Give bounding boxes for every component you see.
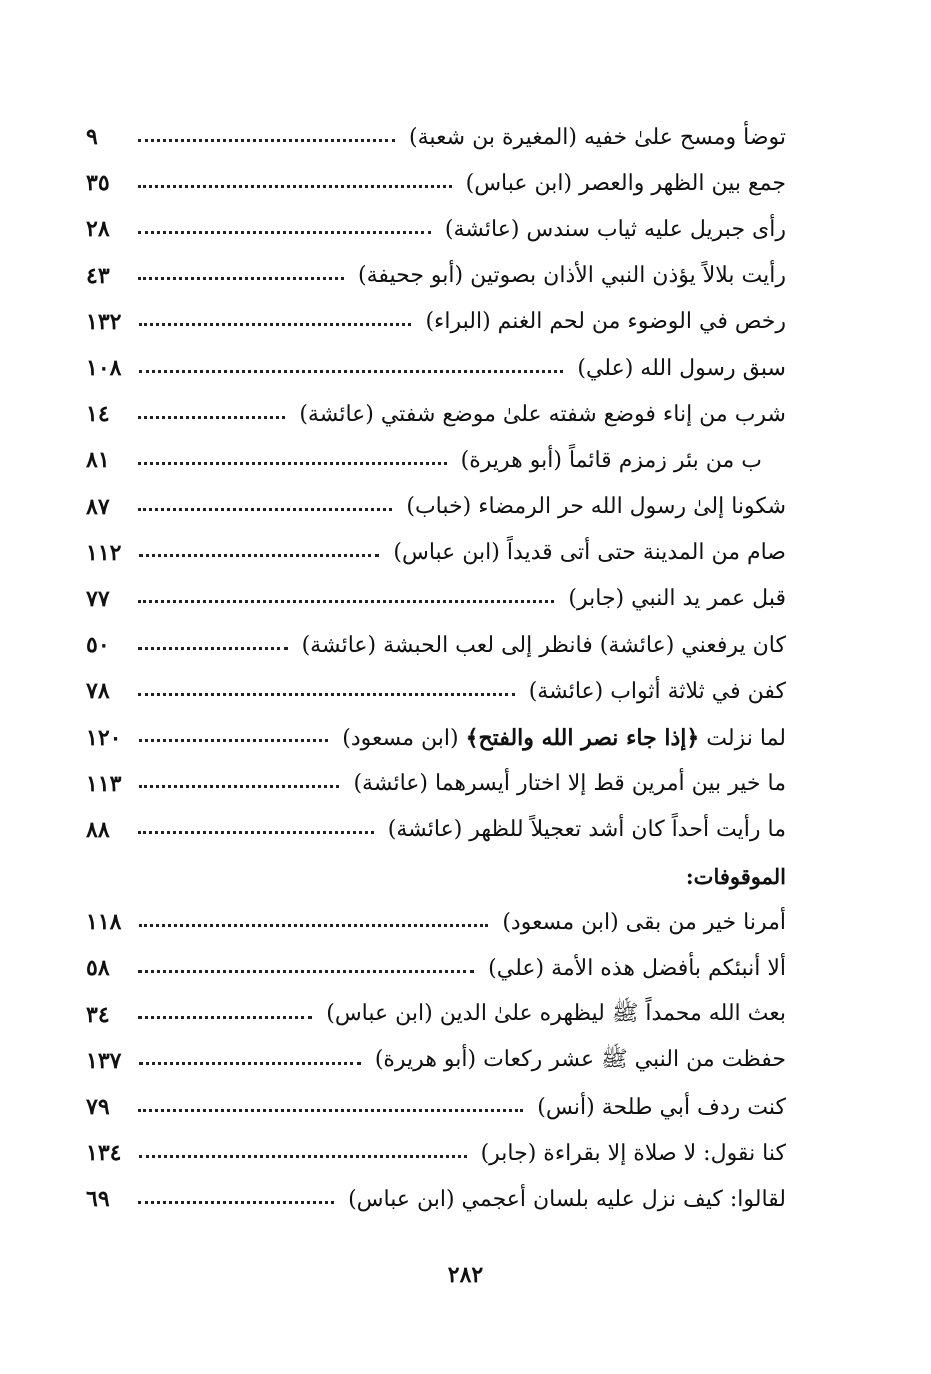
entry-title: ما رأيت أحداً كان أشد تعجيلاً للظهر (عائشة) [387, 817, 786, 843]
dot-leader [138, 508, 392, 511]
entry-page-number: ١١٣ [86, 770, 122, 797]
entry-title [328, 725, 786, 751]
entry-page-number: ٥٠ [86, 632, 110, 659]
entry-title-prefix: لما نزلت [699, 725, 786, 751]
entry-page-number: ١١٢ [86, 539, 122, 566]
entry-title-suffix: (ابن مسعود) [342, 725, 466, 751]
entry-page-number: ٩ [86, 124, 98, 151]
dot-leader [138, 231, 431, 234]
dot-leader [138, 970, 474, 973]
index-entry [86, 391, 786, 437]
entry-page-number: ١١٨ [86, 909, 122, 936]
entry-title: كنا نقول: لا صلاة إلا بقراءة (جابر) [480, 1140, 786, 1166]
entry-title: كفن في ثلاثة أثواب (عائشة) [528, 678, 786, 704]
entry-title: كنت ردف أبي طلحة (أنس) [537, 1094, 786, 1120]
index-entry [86, 622, 786, 668]
entry-title: كان يرفعني (عائشة) فانظر إلى لعب الحبشة (عائشة) [301, 632, 786, 658]
index-entry [86, 206, 786, 252]
entry-title: توضأ ومسح علىٰ خفيه (المغيرة بن شعبة) [409, 124, 786, 150]
dot-leader [138, 1016, 312, 1019]
index-entry [86, 714, 786, 760]
entry-page-number: ١٣٤ [86, 1140, 122, 1167]
quran-verse-quote: ﴿إذا جاء نصر الله والفتح﴾ [465, 724, 700, 751]
index-entry [86, 1130, 786, 1176]
entry-title: قبل عمر يد النبي (جابر) [568, 586, 786, 612]
dot-leader [139, 1155, 466, 1158]
index-entry [86, 437, 786, 483]
hadith-index-list [86, 114, 786, 1223]
entry-title: صام من المدينة حتى أتى قديداً (ابن عباس) [393, 540, 786, 566]
index-entry [86, 807, 786, 853]
dot-leader [138, 647, 288, 650]
index-entry [86, 114, 786, 160]
entry-title: رخص في الوضوء من لحم الغنم (البراء) [425, 309, 786, 335]
dot-leader [138, 139, 395, 142]
entry-page-number: ٨٨ [86, 816, 110, 843]
dot-leader [139, 1062, 360, 1065]
entry-title: جمع بين الظهر والعصر (ابن عباس) [465, 170, 786, 196]
dot-leader [139, 323, 411, 326]
entry-page-number: ٧٩ [86, 1094, 110, 1121]
entry-page-number: ٤٣ [86, 262, 110, 289]
dot-leader [138, 277, 344, 280]
entry-title: شكونا إلىٰ رسول الله حر الرمضاء (خباب) [406, 494, 786, 520]
dot-leader [138, 416, 285, 419]
entry-title: ما خير بين أمرين قط إلا اختار أيسرهما (عائشة) [353, 771, 786, 797]
entry-page-number: ١٣٧ [86, 1047, 122, 1074]
dot-leader [139, 370, 563, 373]
index-entry [86, 576, 786, 622]
entry-page-number: ١٢٠ [86, 724, 122, 751]
index-entry [86, 945, 786, 991]
entry-title: حفظت من النبي ﷺ عشر ركعات (أبو هريرة) [374, 1046, 786, 1072]
dot-leader [138, 693, 515, 696]
entry-title: رأى جبريل عليه ثياب سندس (عائشة) [444, 216, 786, 242]
page-number: ٢٨٢ [447, 1262, 484, 1288]
dot-leader [138, 1109, 523, 1112]
entry-page-number: ٨٧ [86, 493, 110, 520]
entry-title: لقالوا: كيف نزل عليه بلسان أعجمي (ابن عباس) [348, 1186, 786, 1212]
entry-title: شرب من إناء فوضع شفته علىٰ موضع شفتي (عائشة) [299, 401, 786, 427]
index-entry [86, 1038, 786, 1084]
entry-page-number: ٧٧ [86, 585, 110, 612]
index-entry [86, 253, 786, 299]
entry-page-number: ١٠٨ [86, 355, 122, 382]
entry-page-number: ٦٩ [86, 1186, 110, 1213]
entry-title: ألا أنبئكم بأفضل هذه الأمة (علي) [488, 955, 786, 981]
index-entry [86, 345, 786, 391]
entry-title: أمرنا خير من بقى (ابن مسعود) [502, 909, 786, 935]
index-entry [86, 899, 786, 945]
entry-page-number: ٧٨ [86, 678, 110, 705]
entry-page-number: ١٣٢ [86, 308, 122, 335]
index-entry [86, 668, 786, 714]
entry-page-number: ١٤ [86, 401, 110, 428]
index-entry [86, 160, 786, 206]
entry-page-number: ٢٨ [86, 216, 110, 243]
dot-leader [138, 831, 374, 834]
dot-leader [138, 462, 447, 465]
dot-leader [139, 554, 379, 557]
index-entry [86, 1176, 786, 1222]
entry-page-number: ٣٤ [86, 1001, 110, 1028]
dot-leader [138, 1201, 334, 1204]
entry-page-number: ٣٥ [86, 170, 110, 197]
index-entry [86, 761, 786, 807]
entry-page-number: ٨١ [86, 447, 110, 474]
dot-leader [138, 600, 554, 603]
dot-leader [139, 739, 328, 742]
section-heading-mawquf: الموقوفات: [685, 863, 786, 889]
entry-page-number: ٥٨ [86, 955, 110, 982]
dot-leader [139, 785, 339, 788]
entry-title: رأيت بلالاً يؤذن النبي الأذان بصوتين (أبو جحيفة) [357, 263, 786, 289]
dot-leader [138, 185, 452, 188]
index-entry [86, 1084, 786, 1130]
index-entry [86, 530, 786, 576]
index-entry [86, 299, 786, 345]
entry-title: ب من بئر زمزم قائماً (أبو هريرة) [460, 447, 762, 473]
entry-title: بعث الله محمداً ﷺ ليظهره علىٰ الدين (ابن عباس) [326, 1000, 786, 1026]
index-entry [86, 484, 786, 530]
index-entry [86, 992, 786, 1038]
entry-title: سبق رسول الله (علي) [577, 355, 786, 381]
dot-leader [139, 924, 488, 927]
